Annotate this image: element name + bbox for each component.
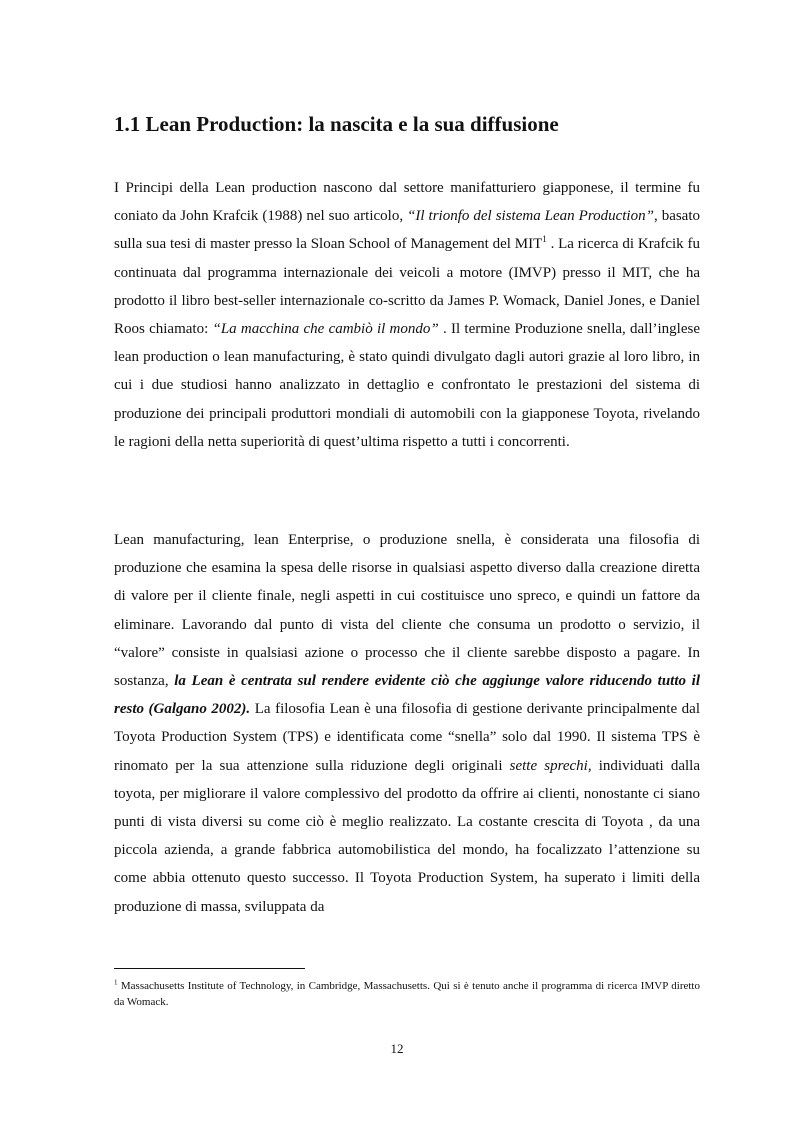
footnote-number: 1 <box>114 978 118 987</box>
paragraph-2 <box>114 526 700 921</box>
book-title-quote: “La macchina che cambiò il mondo” <box>212 321 439 338</box>
footnote-reference[interactable]: 1 <box>542 234 547 245</box>
paragraph-1 <box>114 174 700 456</box>
p2-text-b: La filosofia Lean è una filosofia di gestione derivante principalmente dal Toyota Production System (TPS) e identificata come “snella” solo dal 1990. Il sistema TPS è rinomato per la sua attenzione sulla riduzione degli originali <box>114 701 700 774</box>
footnote <box>114 978 700 1010</box>
article-title-quote: “Il trionfo del sistema Lean Production” <box>407 208 654 225</box>
footnote-text: Massachusetts Institute of Technology, in Cambridge, Massachusetts. Qui si è tenuto anche il programma di ricerca IMVP diretto da Womack. <box>114 980 700 1008</box>
p1-text-d: . Il termine Produzione snella, dall’inglese lean production o lean manufacturing, è stato quindi divulgato dagli autori grazie al loro libro, in cui i due studiosi hanno analizzato in dettaglio e confrontato le prestazioni del sistema di produzione dei principali produttori mondiali di automobili con la giapponese Toyota, rivelando le ragioni della netta superiorità di quest’ultima rispetto a tutti i concorrenti. <box>114 321 700 450</box>
p1-text-b: , basato sulla sua tesi di master presso la Sloan School of Management del MIT <box>114 208 701 253</box>
p2-text-a: Lean manufacturing, lean Enterprise, o produzione snella, è considerata una filosofia di produzione che esamina la spesa delle risorse in qualsiasi aspetto diverso dalla creazione diretta di valore per il cliente finale, negli aspetti in cui costituisce uno spreco, e quindi un fattore da eliminare. Lavorando dal punto di vista del cliente che consuma un prodotto o servizio, il “valore” consiste in qualsiasi azione o processo che il cliente sarebbe disposto a pagare. In sostanza, <box>114 532 700 690</box>
p2-text-c: individuati dalla toyota, per migliorare il valore complessivo del prodotto da offrire ai clienti, nonostante ci siano punti di vista diversi su come ciò è meglio realizzato. La costante crescita di Toyota , da una piccola azienda, a grande fabbrica automobilistica del mondo, ha focalizzato l’attenzione su come abbia ottenuto questo successo. Il Toyota Production System, ha superato i limiti della produzione di massa, sviluppata da <box>114 757 700 915</box>
p1-text-c: . La ricerca di Krafcik fu continuata dal programma internazionale dei veicoli a motore (IMVP) presso il MIT, che ha prodotto il libro best-seller internazionale co-scritto da James P. Womack, Daniel Jones, e Daniel Roos chiamato: <box>114 236 700 338</box>
section-heading: 1.1 Lean Production: la nascita e la sua diffusione <box>114 112 559 136</box>
p1-text-a: I Principi della Lean production nascono dal settore manifatturiero giapponese, il termine fu coniato da John Krafcik (1988) nel suo articolo, <box>114 180 700 225</box>
page-number: 12 <box>390 1041 404 1056</box>
emphasized-statement: la Lean è centrata sul rendere evidente ciò che aggiunge valore riducendo tutto il resto (Galgano 2002). <box>114 673 700 718</box>
footnote-separator <box>114 968 305 969</box>
italic-term: sette sprechi, <box>509 757 592 774</box>
